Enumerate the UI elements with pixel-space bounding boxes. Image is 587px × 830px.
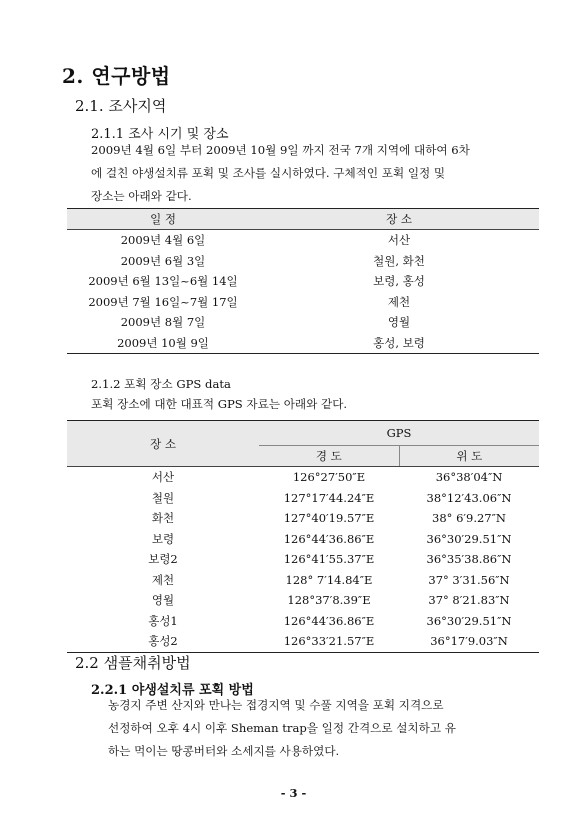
paragraph-line: 선정하여 오후 4시 이후 Sheman trap을 일정 간격으로 설치하고 유 (108, 721, 456, 735)
latitude-cell: 37° 8′21.83″N (428, 593, 510, 608)
longitude-cell: 127°17′44.24″E (283, 490, 375, 505)
table-row (67, 333, 539, 354)
table-row (67, 611, 539, 632)
column-header-place: 장 소 (67, 421, 259, 467)
place-cell: 보령, 홍성 (373, 274, 425, 289)
gps-table (67, 420, 539, 653)
table-row (67, 230, 539, 251)
longitude-cell: 127°40′19.57″E (283, 511, 375, 526)
paragraph-line: 농경지 주변 산지와 만나는 접경지역 및 수풀 지역을 포획 지격으로 (108, 698, 444, 712)
heading-2-1-1: 2.1.1 조사 시기 및 장소 (91, 127, 229, 142)
date-cell: 2009년 6월 3일 (120, 253, 206, 268)
latitude-cell: 38°12′43.06″N (426, 490, 512, 505)
longitude-cell: 126°44′36.86″E (283, 531, 375, 546)
table-row (67, 631, 539, 652)
date-cell: 2009년 8월 7일 (120, 315, 206, 330)
column-header-place: 장 소 (259, 209, 539, 230)
place-cell: 홍성1 (148, 613, 178, 628)
paragraph-2-1-2: 포획 장소에 대한 대표적 GPS 자료는 아래와 같다. (91, 397, 348, 411)
place-cell: 영월 (387, 315, 411, 330)
latitude-cell: 36°30′29.51″N (426, 613, 512, 628)
table-header-row (67, 421, 539, 446)
place-cell: 철원 (151, 490, 175, 505)
table-row (67, 590, 539, 611)
column-header-gps: GPS (259, 421, 539, 446)
latitude-cell: 36°35′38.86″N (426, 552, 512, 567)
date-cell: 2009년 10월 9일 (67, 333, 259, 354)
heading-2-1-2: 2.1.2 포획 장소 GPS data (91, 377, 231, 391)
place-cell: 홍성, 보령 (259, 333, 539, 354)
date-cell: 2009년 6월 13일~6월 14일 (88, 274, 238, 289)
longitude-cell: 126°41′55.37″E (283, 552, 375, 567)
place-cell: 제천 (387, 294, 411, 309)
latitude-cell: 36°30′29.51″N (426, 531, 512, 546)
subsection-heading-2-1: 2.1. 조사지역 (75, 97, 167, 115)
column-header-date: 일 정 (67, 209, 259, 230)
longitude-cell: 128° 7′14.84″E (285, 572, 373, 587)
place-cell: 화천 (151, 511, 175, 526)
table-row (67, 271, 539, 292)
section-title: 2. 연구방법 (62, 64, 171, 88)
longitude-cell: 126°27′50″E (292, 470, 366, 485)
place-cell: 보령2 (148, 552, 178, 567)
place-cell: 영월 (151, 593, 175, 608)
paragraph-2-2-1 (108, 694, 532, 763)
table-row (67, 251, 539, 272)
table-row (67, 508, 539, 529)
latitude-cell: 36°38′04″N (435, 470, 503, 485)
table-row (67, 467, 539, 488)
table-row (67, 529, 539, 550)
place-cell: 철원, 화천 (373, 253, 425, 268)
table-row (67, 549, 539, 570)
latitude-cell: 38° 6′9.27″N (432, 511, 506, 526)
heading-2-2-1: 2.2.1 야생설치류 포획 방법 (91, 683, 254, 698)
longitude-cell: 126°44′36.86″E (283, 613, 375, 628)
place-cell: 서산 (387, 233, 411, 248)
column-header-longitude: 경 도 (259, 446, 399, 467)
longitude-cell: 128°37′8.39″E (287, 593, 371, 608)
table-row (67, 292, 539, 313)
table-header-row (67, 209, 539, 230)
page-number: - 3 - (280, 786, 307, 800)
table-row (67, 570, 539, 591)
paragraph-line: 2009년 4월 6일 부터 2009년 10월 9일 까지 전국 7개 지역에 대하여 6차 (91, 143, 470, 157)
table-row (67, 488, 539, 509)
column-header-latitude: 위 도 (399, 446, 539, 467)
paragraph-line: 하는 먹이는 땅콩버터와 소세지를 사용하였다. (108, 744, 340, 758)
place-cell: 보령 (151, 531, 175, 546)
table-row (67, 312, 539, 333)
place-cell: 서산 (151, 470, 175, 485)
date-cell: 2009년 7월 16일~7월 17일 (88, 294, 238, 309)
place-cell: 제천 (151, 572, 175, 587)
date-cell: 2009년 4월 6일 (120, 233, 206, 248)
schedule-table (67, 208, 539, 354)
latitude-cell: 37° 3′31.56″N (428, 572, 510, 587)
paragraph-line: 에 걸친 야생설치류 포획 및 조사를 실시하였다. 구체적인 포획 일정 및 (91, 166, 446, 180)
longitude-cell: 126°33′21.57″E (259, 631, 399, 652)
subsection-heading-2-2: 2.2 샘플채취방법 (75, 654, 191, 672)
latitude-cell: 36°17′9.03″N (399, 631, 539, 652)
place-cell: 홍성2 (67, 631, 259, 652)
paragraph-line: 장소는 아래와 같다. (91, 189, 192, 203)
paragraph-2-1-1 (91, 139, 531, 208)
